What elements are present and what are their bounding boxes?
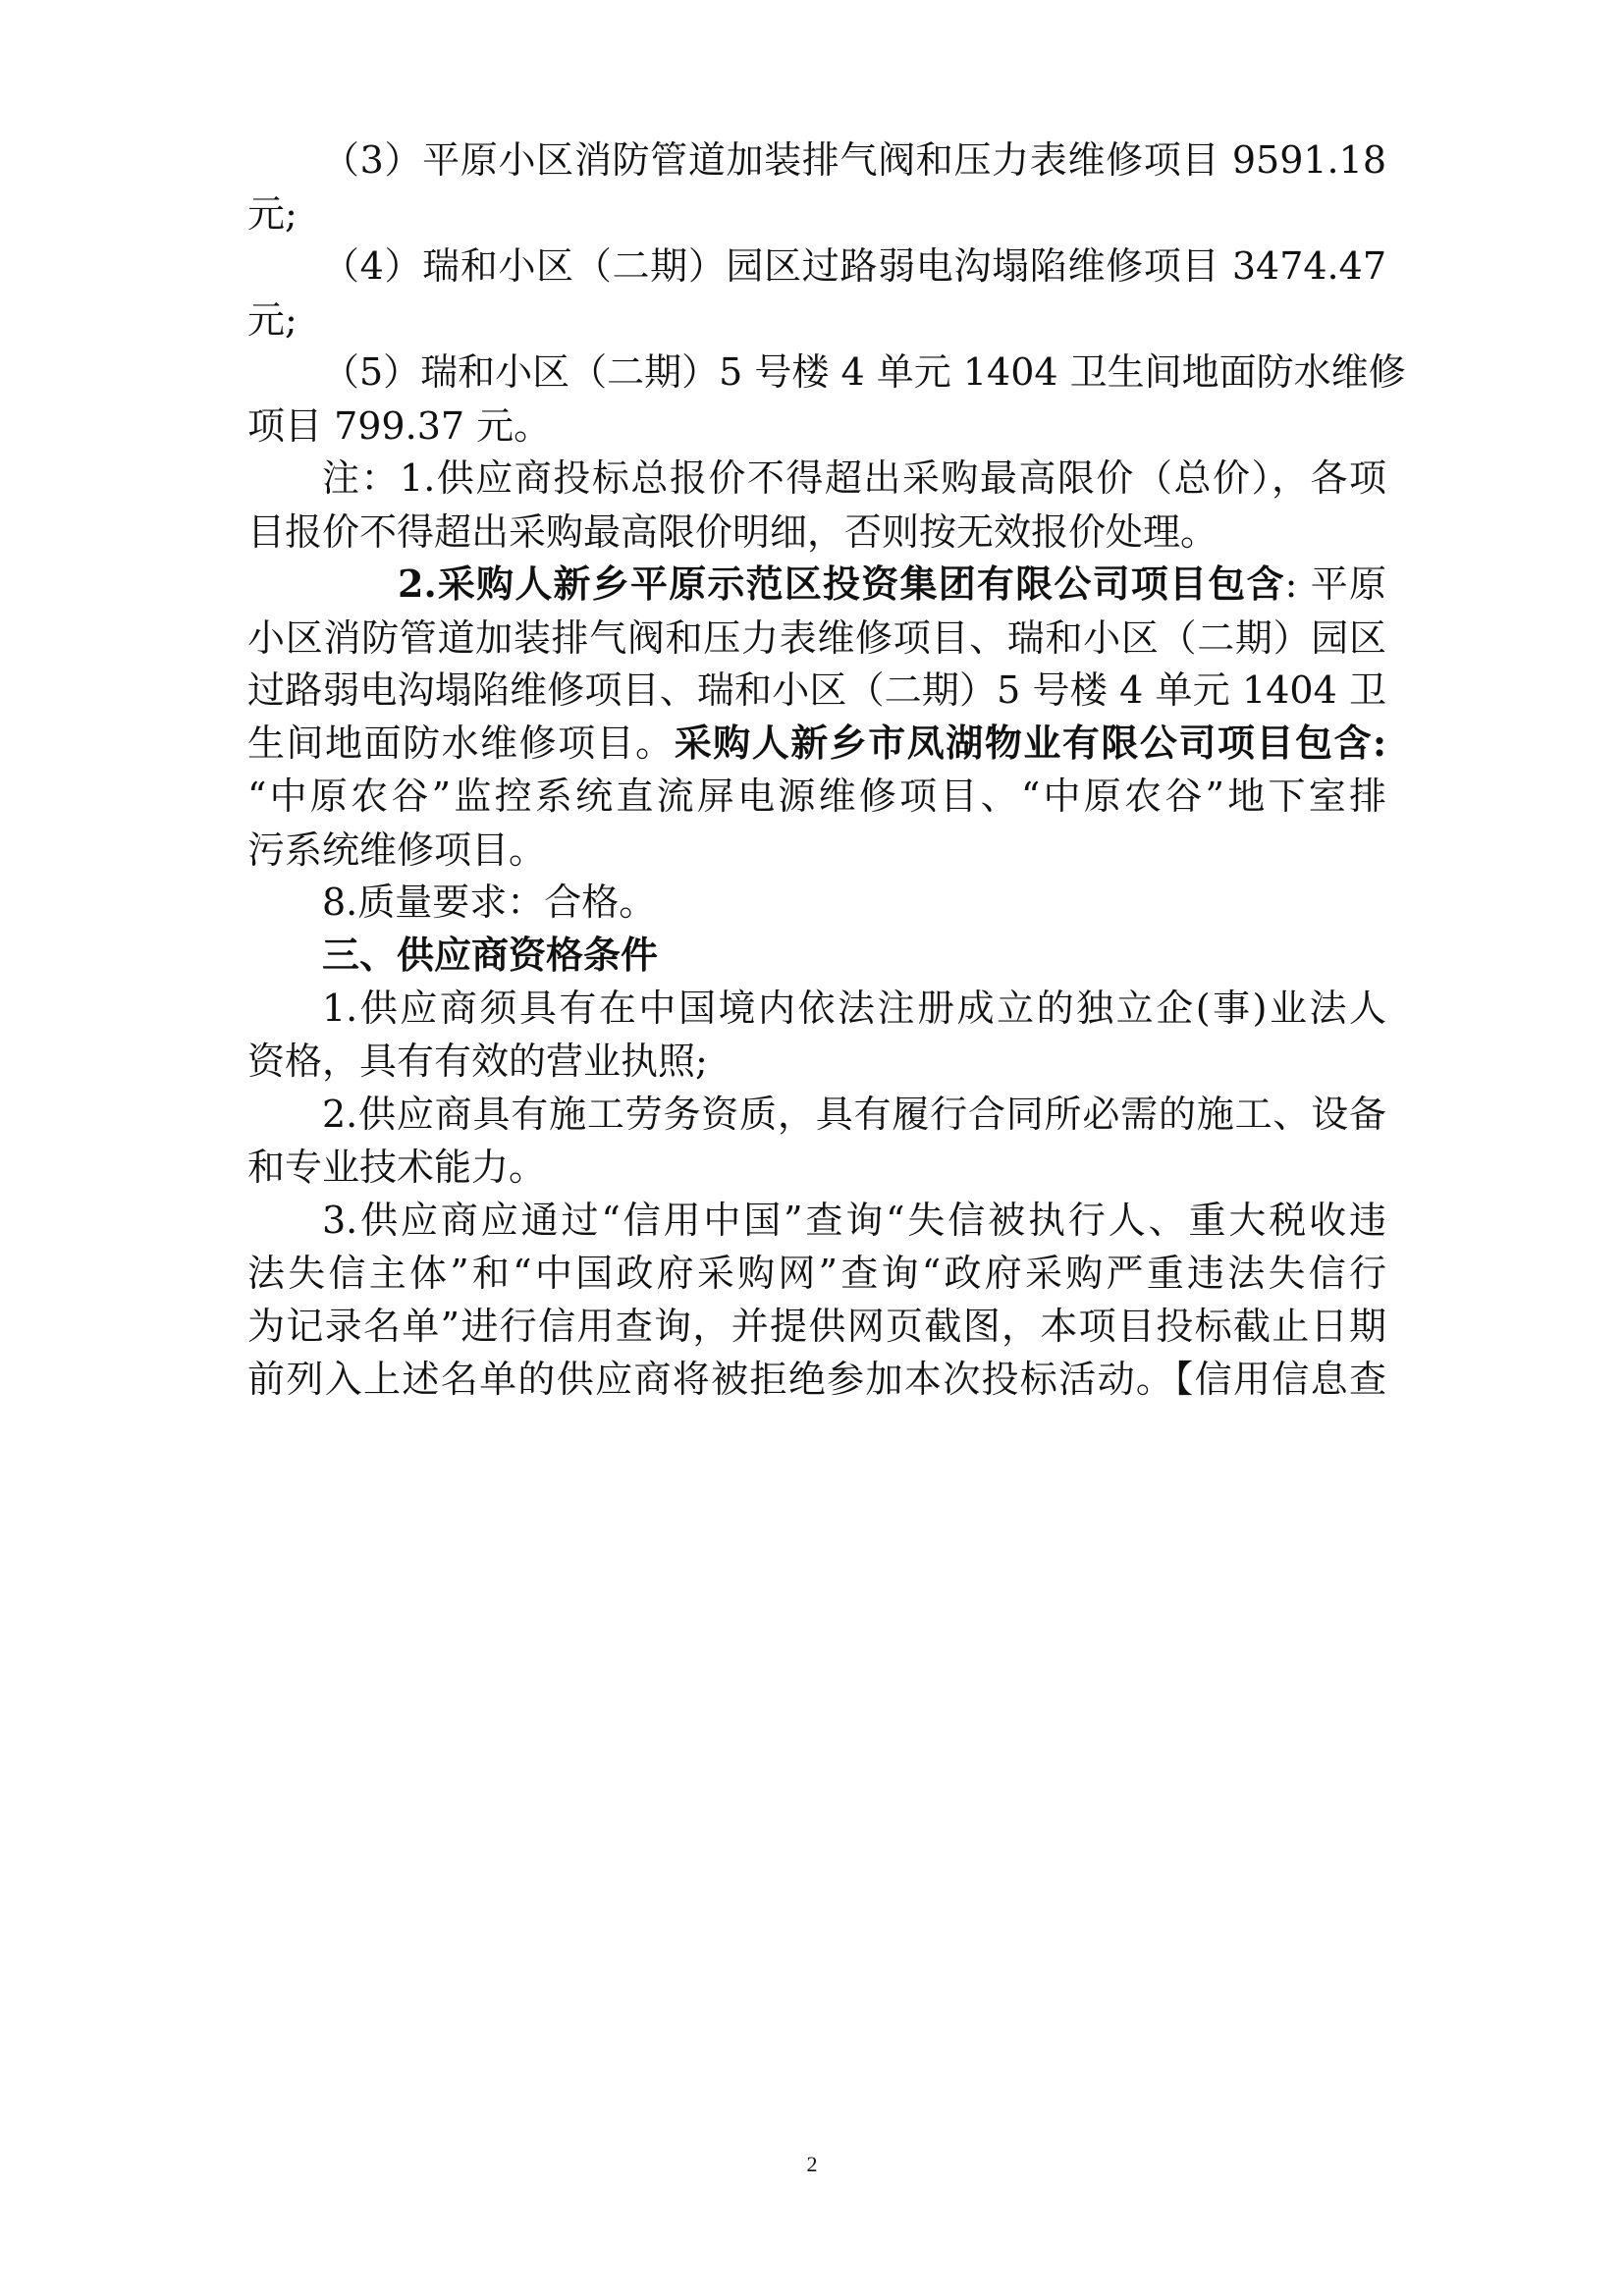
note2-line-3: 过路弱电沟塌陷维修项目、瑞和小区（二期）5 号楼 4 单元 1404 卫 (247, 668, 1386, 712)
note-line-1: 注：1.供应商投标总报价不得超出采购最高限价（总价），各项 (322, 456, 1386, 500)
condition-2-line-2: 和专业技术能力。 (247, 1146, 547, 1189)
note2-line-1-bold: 2.采购人新乡平原示范区投资集团有限公司项目包含 (398, 561, 1285, 606)
condition-1-line-2: 资格，具有有效的营业执照; (247, 1040, 708, 1083)
note-line-2: 目报价不得超出采购最高限价明细，否则按无效报价处理。 (247, 510, 1218, 554)
note2-line-1 (398, 560, 1386, 609)
item-3-line-2: 元; (247, 192, 298, 236)
condition-2-line-1: 2.供应商具有施工劳务资质，具有履行合同所必需的施工、设备 (322, 1093, 1386, 1136)
item-4-line-2: 元; (247, 298, 298, 342)
note2-line-5: “中原农谷”监控系统直流屏电源维修项目、“中原农谷”地下室排 (247, 774, 1386, 818)
condition-3-line-1: 3.供应商应通过“信用中国”查询“失信被执行人、重大税收违 (322, 1199, 1386, 1242)
note2-line-2: 小区消防管道加装排气阀和压力表维修项目、瑞和小区（二期）园区 (247, 616, 1386, 660)
page-number: 2 (806, 2152, 818, 2176)
item-5-line-1: （5）瑞和小区（二期）5 号楼 4 单元 1404 卫生间地面防水维修 (322, 350, 1406, 394)
condition-3-line-4: 前列入上述名单的供应商将被拒绝参加本次投标活动。【信用信息查 (247, 1358, 1386, 1401)
note2-line-6: 污系统维修项目。 (247, 828, 547, 872)
note2-line-4-bold: 采购人新乡市凤湖物业有限公司项目包含: (674, 721, 1386, 765)
condition-3-line-3: 为记录名单”进行信用查询，并提供网页截图，本项目投标截止日期 (247, 1305, 1386, 1348)
item-3-line-1: （3）平原小区消防管道加装排气阀和压力表维修项目 9591.18 (322, 138, 1386, 182)
note2-line-4 (247, 719, 1386, 768)
condition-3-line-2: 法失信主体”和“中国政府采购网”查询“政府采购严重违法失信行 (247, 1252, 1386, 1295)
note2-line-4-plain: 生间地面防水维修项目。 (247, 721, 675, 765)
item-5-line-2: 项目 799.37 元。 (247, 404, 552, 448)
condition-1-line-1: 1.供应商须具有在中国境内依法注册成立的独立企(事)业法人 (322, 987, 1386, 1030)
item-4-line-1: （4）瑞和小区（二期）园区过路弱电沟塌陷维修项目 3474.47 (322, 244, 1386, 288)
section-3-heading: 三、供应商资格条件 (322, 934, 659, 977)
note2-line-1-rest: : 平原 (1284, 562, 1386, 606)
quality-requirement: 8.质量要求：合格。 (322, 881, 657, 924)
